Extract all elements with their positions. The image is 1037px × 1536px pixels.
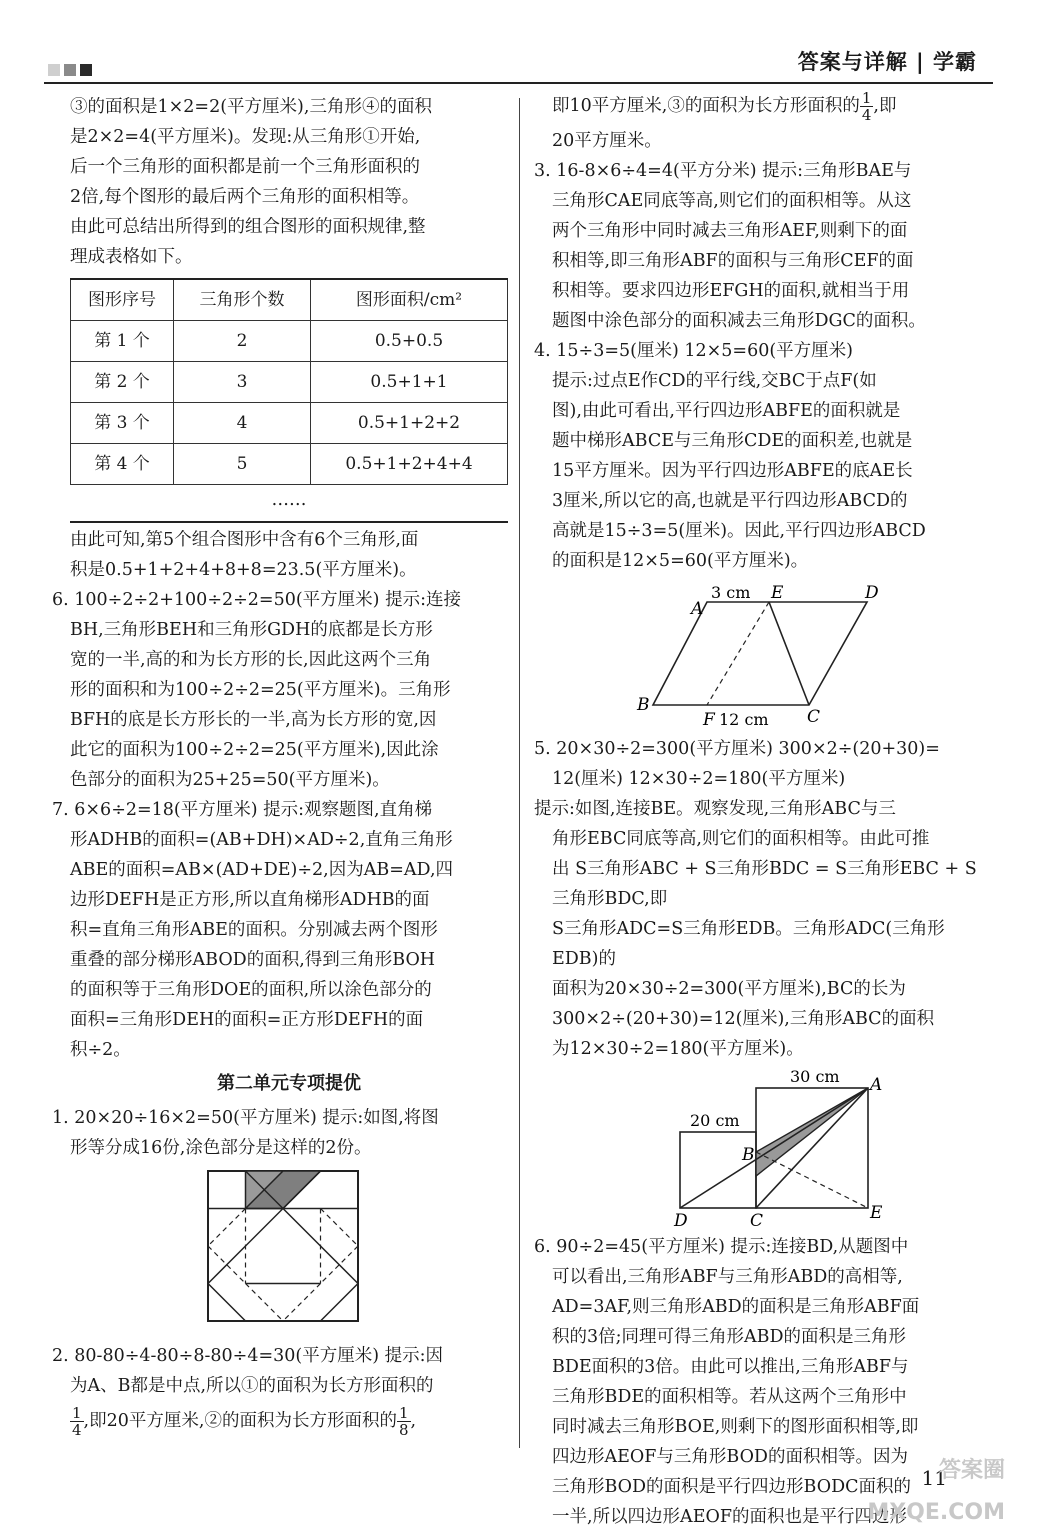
label-bottom-length: 12 cm bbox=[719, 710, 769, 729]
header-square-2 bbox=[64, 64, 76, 76]
text-line: 角形EBC同底等高,则它们的面积相等。由此可推 bbox=[552, 829, 930, 849]
header-rule bbox=[44, 82, 993, 84]
text-line: 图),由此可看出,平行四边形ABFE的面积就是 bbox=[552, 401, 901, 421]
table-header: 图形面积/cm² bbox=[311, 279, 508, 321]
unit2-answer-2 bbox=[52, 1341, 508, 1441]
text-line: ABE的面积=AB×(AD+DE)÷2,因为AB=AD,四 bbox=[70, 860, 454, 880]
label-F: F bbox=[703, 710, 715, 730]
text-line: 两个三角形中同时减去三角形AEF,则剩下的面 bbox=[552, 221, 908, 241]
text-line: 同时减去三角形BOE,则剩下的图形面积相等,即 bbox=[552, 1417, 919, 1437]
continuation-block bbox=[552, 86, 990, 156]
text-line: 形ADHB的面积=(AB+DH)×AD÷2,直角三角形 bbox=[70, 830, 453, 850]
table-row bbox=[71, 444, 508, 485]
label-B: B bbox=[742, 1145, 755, 1165]
text-line: 面积为20×30÷2=300(平方厘米),BC的长为 bbox=[552, 979, 906, 999]
text-line-with-fraction bbox=[552, 86, 990, 126]
text-line: 6. 100÷2÷2+100÷2÷2=50(平方厘米) 提示:连接 bbox=[52, 590, 461, 610]
text-line: 5. 20×30÷2=300(平方厘米) 300×2÷(20+30)= bbox=[534, 739, 940, 759]
watermark-line: 答案圈 bbox=[938, 1458, 1005, 1483]
label-E: E bbox=[870, 1203, 883, 1223]
column-divider bbox=[519, 98, 520, 1448]
text-line: 积相等,即三角形ABF的面积与三角形CEF的面 bbox=[552, 251, 914, 271]
text-line: 是2×2=4(平方厘米)。发现:从三角形①开始, bbox=[70, 127, 421, 147]
text-line: 高就是15÷3=5(厘米)。因此,平行四边形ABCD bbox=[552, 521, 926, 541]
square-grid-figure bbox=[204, 1167, 374, 1337]
intro-block bbox=[70, 92, 508, 272]
table-cell: 0.5+1+1 bbox=[311, 362, 508, 403]
text-line: 提示:过点E作CD的平行线,交BC于点F(如 bbox=[552, 371, 877, 391]
text-line: 三角形BDE的面积相等。若从这两个三角形中 bbox=[552, 1387, 907, 1407]
text-line: 三角形CAE同底等高,则它们的面积相等。从这 bbox=[552, 191, 912, 211]
table-cell: 第 3 个 bbox=[71, 403, 174, 444]
text-line: 为A、B都是中点,所以①的面积为长方形面积的 bbox=[70, 1376, 434, 1396]
fraction: $\frac{1}{4}$ bbox=[861, 89, 872, 124]
table-cell: 0.5+1+2+2 bbox=[311, 403, 508, 444]
left-column bbox=[52, 92, 508, 1441]
text-line: 色部分的面积为25+25=50(平方厘米)。 bbox=[70, 770, 390, 790]
label-top-length: 30 cm bbox=[790, 1067, 840, 1086]
table-cell: 0.5+0.5 bbox=[311, 321, 508, 362]
text-line: ③的面积是1×2=2(平方厘米),三角形④的面积 bbox=[70, 97, 432, 117]
label-D: D bbox=[674, 1211, 688, 1231]
text-line: 题图中涂色部分的面积减去三角形DGC的面积。 bbox=[552, 311, 926, 331]
text-line: 积是0.5+1+2+4+8+8=23.5(平方厘米)。 bbox=[70, 560, 417, 580]
fraction: $\frac{1}{4}$ bbox=[72, 1404, 82, 1439]
text-line: 此它的面积为100÷2÷2=25(平方厘米),因此涂 bbox=[70, 740, 439, 760]
table-cell: 2 bbox=[174, 321, 311, 362]
right-column bbox=[534, 89, 990, 1532]
text-line: 4. 15÷3=5(厘米) 12×5=60(平方厘米) bbox=[534, 341, 853, 361]
text-line: S三角形ADC=S三角形EDB。三角形ADC(三角形EDB)的 bbox=[552, 919, 945, 969]
text-line: 300×2÷(20+30)=12(厘米),三角形ABC的面积 bbox=[552, 1009, 935, 1029]
text-line: 为12×30÷2=180(平方厘米)。 bbox=[552, 1039, 804, 1059]
rectangles-figure bbox=[656, 1067, 886, 1231]
unit2-answer-1 bbox=[52, 1103, 508, 1163]
text-line: 7. 6×6÷2=18(平方厘米) 提示:观察题图,直角梯 bbox=[52, 800, 433, 820]
text-line: AD=3AF,则三角形ABD的面积是三角形ABF面 bbox=[552, 1297, 920, 1317]
text-run: 即10平方厘米,③的面积为长方形面积的 bbox=[552, 96, 860, 116]
unit2-answer-4 bbox=[534, 336, 990, 576]
parallelogram-figure bbox=[637, 580, 891, 730]
header-square-1 bbox=[48, 64, 60, 76]
text-line: BDE面积的3倍。由此可以推出,三角形ABF与 bbox=[552, 1357, 909, 1377]
text-line: 6. 90÷2=45(平方厘米) 提示:连接BD,从题图中 bbox=[534, 1237, 909, 1257]
text-line: 积÷2。 bbox=[70, 1040, 131, 1060]
text-line: 2. 80-80÷4-80÷8-80÷4=30(平方厘米) 提示:因 bbox=[52, 1346, 444, 1366]
text-line: 的面积是12×5=60(平方厘米)。 bbox=[552, 551, 809, 571]
unit2-answer-5 bbox=[534, 734, 990, 1064]
text-line: 20平方厘米。 bbox=[552, 131, 662, 151]
text-line: 可以看出,三角形ABF与三角形ABD的高相等, bbox=[552, 1267, 903, 1287]
table-ellipsis: …… bbox=[70, 485, 508, 523]
table-header-row bbox=[71, 279, 508, 321]
table-cell: 第 1 个 bbox=[71, 321, 174, 362]
table-cell: 第 2 个 bbox=[71, 362, 174, 403]
text-line: 由此可总结出所得到的组合图形的面积规律,整 bbox=[70, 217, 426, 237]
text-line: 题中梯形ABCE与三角形CDE的面积差,也就是 bbox=[552, 431, 913, 451]
text-line: 一半,所以四边形AEOF的面积也是平行四边形 bbox=[552, 1507, 907, 1527]
table-row bbox=[71, 362, 508, 403]
text-line: 3厘米,所以它的高,也就是平行四边形ABCD的 bbox=[552, 491, 908, 511]
text-line: 后一个三角形的面积都是前一个三角形面积的 bbox=[70, 157, 420, 177]
text-line: 3. 16-8×6÷4=4(平方分米) 提示:三角形BAE与 bbox=[534, 161, 912, 181]
answer-6 bbox=[52, 585, 508, 795]
text-line-with-fractions: $\frac{1}{4}$ ,即20平方厘米,②的面积为长方形面积的 $\frac{1}{8}$ , bbox=[72, 1404, 417, 1439]
label-left-length: 20 cm bbox=[690, 1111, 740, 1130]
text-line: 四边形AEOF与三角形BOD的面积相等。因为 bbox=[552, 1447, 908, 1467]
text-line: 三角形BOD的面积是平行四边形BODC面积的 bbox=[552, 1477, 912, 1497]
table-row bbox=[71, 403, 508, 444]
text-line: 15平方厘米。因为平行四边形ABFE的底AE长 bbox=[552, 461, 913, 481]
label-D: D bbox=[865, 583, 879, 603]
text-line: 形的面积和为100÷2÷2=25(平方厘米)。三角形 bbox=[70, 680, 451, 700]
text-line: 重叠的部分梯形ABOD的面积,得到三角形BOH bbox=[70, 950, 436, 970]
label-C: C bbox=[807, 707, 821, 727]
text-line: 出 S三角形ABC + S三角形BDC = S三角形EBC + S三角形BDC,即 bbox=[552, 859, 977, 909]
text-line: BH,三角形BEH和三角形GDH的底都是长方形 bbox=[70, 620, 433, 640]
header-decoration bbox=[48, 64, 92, 76]
table-row bbox=[71, 321, 508, 362]
table-header: 三角形个数 bbox=[174, 279, 311, 321]
text-line: 的面积等于三角形DOE的面积,所以涂色部分的 bbox=[70, 980, 432, 1000]
label-A: A bbox=[691, 599, 704, 619]
area-table bbox=[70, 278, 508, 485]
answer-7 bbox=[52, 795, 508, 1065]
table-cell: 5 bbox=[174, 444, 311, 485]
text-line: 2倍,每个图形的最后两个三角形的面积相等。 bbox=[70, 187, 420, 207]
text-line: 面积=三角形DEH的面积=正方形DEFH的面 bbox=[70, 1010, 424, 1030]
text-line: 理成表格如下。 bbox=[70, 247, 193, 267]
text-line: 形等分成16份,涂色部分是这样的2份。 bbox=[70, 1138, 372, 1158]
text-run: ,即 bbox=[873, 96, 897, 116]
text-line: 边形DEFH是正方形,所以直角梯形ADHB的面 bbox=[70, 890, 430, 910]
unit2-answer-3 bbox=[534, 156, 990, 336]
table-cell: 0.5+1+2+4+4 bbox=[311, 444, 508, 485]
text-line: BFH的底是长方形长的一半,高为长方形的宽,因 bbox=[70, 710, 437, 730]
label-B: B bbox=[637, 695, 650, 715]
after-table-block bbox=[70, 525, 508, 585]
fraction: $\frac{1}{8}$ bbox=[398, 1404, 409, 1439]
header-square-3 bbox=[80, 64, 92, 76]
table-cell: 4 bbox=[174, 403, 311, 444]
header-title: 答案与详解 | 学霸 bbox=[797, 50, 977, 74]
section-title: 第二单元专项提优 bbox=[217, 1073, 361, 1094]
text-line: 积相等。要求四边形EFGH的面积,就相当于用 bbox=[552, 281, 910, 301]
text-run: ,即20平方厘米,②的面积为长方形面积的 bbox=[83, 1411, 397, 1431]
text-line: 1. 20×20÷16×2=50(平方厘米) 提示:如图,将图 bbox=[52, 1108, 439, 1128]
label-A: A bbox=[870, 1075, 883, 1095]
shaded-triangle bbox=[756, 1088, 868, 1176]
text-line: 由此可知,第5个组合图形中含有6个三角形,面 bbox=[70, 530, 419, 550]
table-cell: 第 4 个 bbox=[71, 444, 174, 485]
label-top-length: 3 cm bbox=[711, 583, 751, 602]
label-C: C bbox=[750, 1211, 764, 1231]
table-cell: 3 bbox=[174, 362, 311, 403]
watermark-line: MXQE.COM bbox=[867, 1500, 1005, 1525]
text-line: 积的3倍;同理可得三角形ABD的面积是三角形 bbox=[552, 1327, 907, 1347]
watermark bbox=[867, 1450, 1005, 1534]
text-line: 提示:如图,连接BE。观察发现,三角形ABC与三 bbox=[534, 799, 896, 819]
text-line: 积=直角三角形ABE的面积。分别减去两个图形 bbox=[70, 920, 438, 940]
text-line: 宽的一半,高的和为长方形的长,因此这两个三角 bbox=[70, 650, 432, 670]
table-header: 图形序号 bbox=[71, 279, 174, 321]
label-E: E bbox=[771, 583, 784, 603]
text-line: 12(厘米) 12×30÷2=180(平方厘米) bbox=[552, 769, 846, 789]
page-number: 11 bbox=[921, 1466, 947, 1490]
